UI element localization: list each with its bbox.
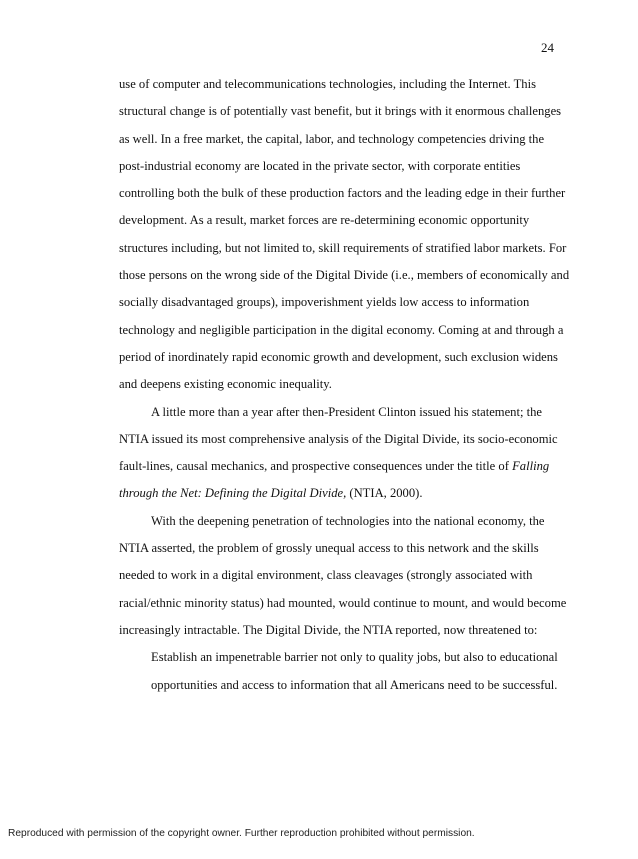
- text-line: technology and negligible participation in the digital economy. Coming at and through a: [119, 322, 564, 337]
- text-line: racial/ethnic minority status) had mounted, would continue to mount, and would become: [119, 595, 567, 610]
- text-line: increasingly intractable. The Digital Divide, the NTIA reported, now threatened to:: [119, 622, 538, 637]
- text-line: NTIA issued its most comprehensive analysis of the Digital Divide, its socio-economic: [119, 431, 558, 446]
- text-line: NTIA asserted, the problem of grossly unequal access to this network and the skills: [119, 541, 539, 556]
- text-line: as well. In a free market, the capital, labor, and technology competencies driving the: [119, 131, 545, 146]
- text-line: period of inordinately rapid economic growth and development, such exclusion widens: [119, 349, 558, 364]
- text-line: structures including, but not limited to, skill requirements of stratified labor markets. For: [119, 240, 567, 255]
- page-number: 24: [541, 40, 554, 55]
- block-quote-line: Establish an impenetrable barrier not only to quality jobs, but also to educational: [151, 650, 558, 665]
- text-line: With the deepening penetration of technologies into the national economy, the: [151, 513, 545, 528]
- text-line: controlling both the bulk of these production factors and the leading edge in their further: [119, 186, 566, 201]
- text-line: needed to work in a digital environment, class cleavages (strongly associated with: [119, 568, 533, 583]
- citation-title-part: through the Net: Defining the Digital Divide,: [119, 486, 347, 501]
- text-line: A little more than a year after then-President Clinton issued his statement; the: [151, 404, 543, 419]
- text-line: use of computer and telecommunications technologies, including the Internet. This: [119, 77, 537, 91]
- text-line: those persons on the wrong side of the Digital Divide (i.e., members of economically and: [119, 268, 570, 283]
- citation-title-part: Falling: [512, 459, 550, 474]
- text-line: socially disadvantaged groups), impoverishment yields low access to information: [119, 295, 530, 310]
- text-line: post-industrial economy are located in the private sector, with corporate entities: [119, 158, 521, 173]
- text-line-part: fault-lines, causal mechanics, and prospective consequences under the title of: [119, 459, 509, 474]
- text-line: and deepens existing economic inequality.: [119, 377, 332, 392]
- copyright-footer: Reproduced with permission of the copyright owner. Further reproduction prohibited without permission.: [8, 828, 475, 839]
- body-text: [119, 71, 570, 699]
- text-line-part: (NTIA, 2000).: [346, 486, 423, 501]
- text-line: structural change is of potentially vast benefit, but it brings with it enormous challenges: [119, 104, 562, 119]
- text-line: [119, 480, 565, 507]
- text-line: [119, 453, 565, 480]
- text-line: development. As a result, market forces are re-determining economic opportunity: [119, 213, 530, 228]
- block-quote-line: opportunities and access to information that all Americans need to be successful.: [151, 677, 558, 692]
